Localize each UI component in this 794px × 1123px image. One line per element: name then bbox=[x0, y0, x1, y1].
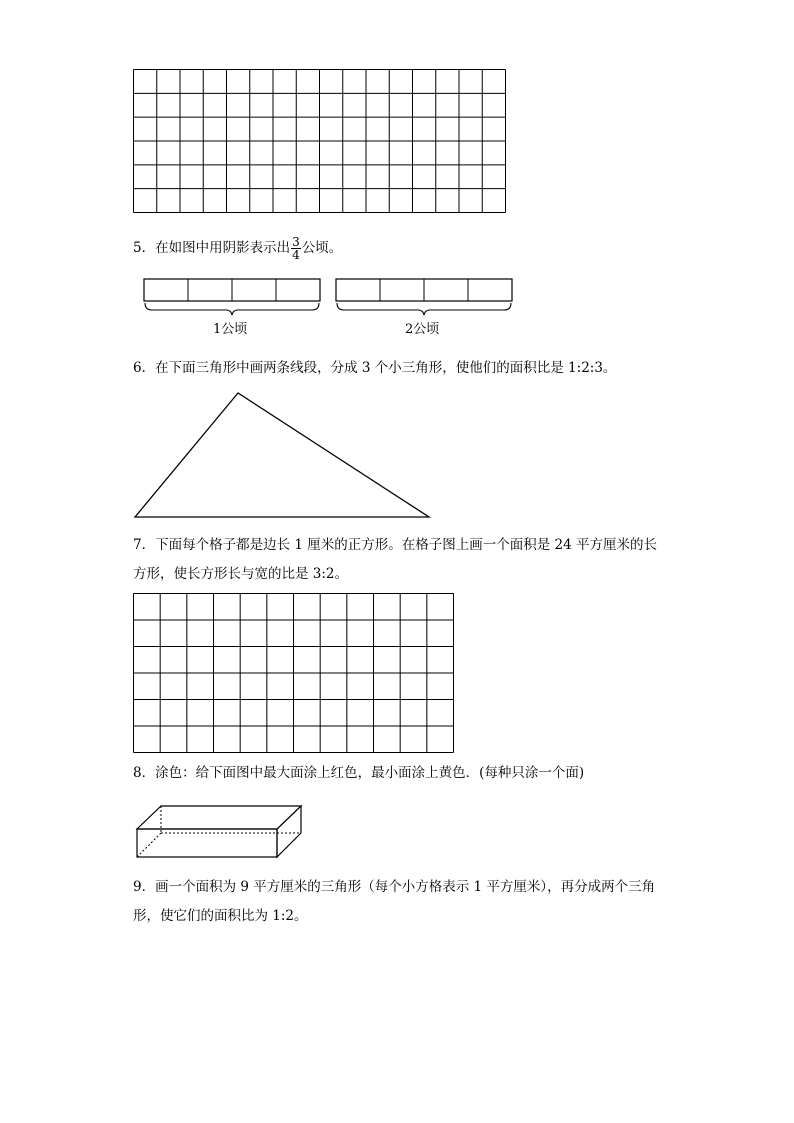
fraction-denominator: 4 bbox=[292, 248, 300, 262]
question-8-text: 涂色：给下面图中最大面涂上红色，最小面涂上黄色．(每种只涂一个面) bbox=[155, 765, 585, 781]
bar-label-2: 2公顷 bbox=[405, 322, 440, 337]
question-9-number: 9． bbox=[133, 879, 156, 895]
question-9-line-2 bbox=[133, 906, 308, 926]
question-7-number: 7． bbox=[133, 537, 156, 553]
cuboid-top-face bbox=[137, 806, 301, 829]
question-7-text-2: 方形，使长方形长与宽的比是 3:2。 bbox=[133, 566, 349, 582]
question-9-line-1 bbox=[133, 877, 655, 897]
question-5-text-before: 在如图中用阴影表示出 bbox=[155, 240, 291, 256]
question-6-number: 6． bbox=[133, 360, 156, 376]
question-5-number: 5． bbox=[133, 240, 156, 256]
fraction-numerator: 3 bbox=[292, 235, 300, 249]
question-5-text-after: 公顷。 bbox=[301, 240, 343, 256]
question-7-text-1: 下面每个格子都是边长 1 厘米的正方形。在格子图上画一个面积是 24 平方厘米的长 bbox=[155, 537, 658, 553]
bar-label-1: 1公顷 bbox=[213, 322, 248, 337]
question-9-text-1: 画一个面积为 9 平方厘米的三角形（每个小方格表示 1 平方厘米），再分成两个三角 bbox=[155, 879, 656, 895]
question-6-text: 在下面三角形中画两条线段，分成 3 个小三角形，使他们的面积比是 1:2:3。 bbox=[155, 360, 617, 376]
cuboid-right-face bbox=[277, 806, 301, 857]
question-9-text-2: 形，使它们的面积比为 1:2。 bbox=[133, 908, 308, 924]
question-8-number: 8． bbox=[133, 765, 156, 781]
hidden-edge bbox=[137, 833, 161, 857]
